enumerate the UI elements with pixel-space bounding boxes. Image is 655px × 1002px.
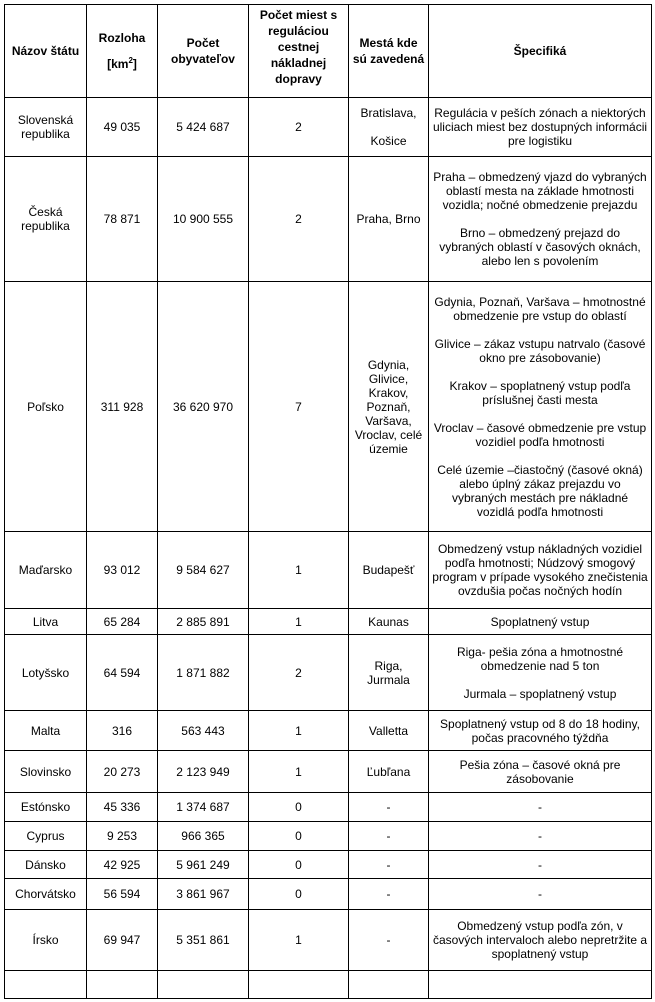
cell-area: 316 — [87, 711, 158, 751]
cell-cities — [349, 879, 429, 910]
cell-regulated-count: 7 — [249, 282, 349, 532]
cell-specifics — [429, 98, 652, 157]
cell-cities — [349, 635, 429, 711]
cell-area: 64 594 — [87, 635, 158, 711]
cell-specifics — [429, 751, 652, 793]
cell-specifics — [429, 910, 652, 971]
city-text: Praha, Brno — [356, 212, 421, 226]
header-area-unit: $[km^2]$ — [107, 56, 137, 71]
cell-regulated-count: 1 — [249, 751, 349, 793]
cell-regulated-count: 2 — [249, 98, 349, 157]
table-row — [5, 532, 652, 609]
specifics-paragraph: Vroclav – časové obmedzenie pre vstup vozidiel podľa hmotnosti — [433, 420, 647, 449]
cell-population: 563 443 — [158, 711, 249, 751]
cell-population: 10 900 555 — [158, 157, 249, 282]
cell-specifics — [429, 157, 652, 282]
table-row — [5, 971, 652, 999]
cell-cities — [349, 609, 429, 635]
table-row — [5, 751, 652, 793]
cell-specifics — [429, 711, 652, 751]
header-country: Názov štátu — [5, 5, 87, 98]
table-row — [5, 157, 652, 282]
city-text: Bratislava, — [360, 106, 417, 120]
city-text: - — [386, 887, 391, 901]
cell-area: 311 928 — [87, 282, 158, 532]
cell-country: Chorvátsko — [5, 879, 87, 910]
cell-area: 65 284 — [87, 609, 158, 635]
cell-population: 2 123 949 — [158, 751, 249, 793]
cell-cities — [349, 751, 429, 793]
cell-specifics — [429, 971, 652, 999]
cell-specifics — [429, 609, 652, 635]
city-text: - — [386, 857, 391, 872]
specifics-paragraph: Spoplatnený vstup od 8 do 18 hodiny, počas pracovného týždňa — [440, 716, 640, 745]
cell-country: Estónsko — [5, 793, 87, 822]
header-area-label: Rozloha — [98, 31, 146, 45]
cell-regulated-count: 0 — [249, 879, 349, 910]
cell-population: 3 861 967 — [158, 879, 249, 910]
cell-population: 1 871 882 — [158, 635, 249, 711]
table-row — [5, 851, 652, 879]
specifics-paragraph: - — [538, 829, 542, 843]
cell-regulated-count: 1 — [249, 532, 349, 609]
cell-regulated-count — [249, 971, 349, 999]
cell-country: Litva — [5, 609, 87, 635]
cell-regulated-count: 2 — [249, 635, 349, 711]
cell-population: 1 374 687 — [158, 793, 249, 822]
specifics-paragraph: Obmedzený vstup nákladných vozidiel podľa hmotnosti; Núdzový smogový program v prípade vysokého znečistenia ovzdušia počas nočných hodín — [432, 542, 648, 598]
city-text: - — [386, 800, 391, 814]
cell-area: 42 925 — [87, 851, 158, 879]
cell-population: 2 885 891 — [158, 609, 249, 635]
cell-cities — [349, 851, 429, 879]
cell-regulated-count: 0 — [249, 851, 349, 879]
cell-area: 93 012 — [87, 532, 158, 609]
table-row — [5, 793, 652, 822]
cell-area — [87, 971, 158, 999]
specifics-paragraph: Jurmala – spoplatnený vstup — [463, 686, 617, 701]
cell-specifics — [429, 635, 652, 711]
cell-cities — [349, 532, 429, 609]
city-text: Košice — [370, 134, 407, 148]
cell-cities — [349, 98, 429, 157]
cell-regulated-count: 0 — [249, 793, 349, 822]
cell-cities — [349, 711, 429, 751]
cell-cities — [349, 282, 429, 532]
cell-country: Slovinsko — [5, 751, 87, 793]
cell-country: Dánsko — [5, 851, 87, 879]
cell-cities — [349, 910, 429, 971]
cell-cities — [349, 822, 429, 851]
table-row — [5, 282, 652, 532]
specifics-paragraph: - — [538, 887, 542, 901]
specifics-paragraph: Obmedzený vstup podľa zón, v časových intervaloch alebo nepretržite a spoplatnený vstup — [432, 919, 648, 961]
cell-specifics — [429, 822, 652, 851]
cell-country: Slovenská republika — [5, 98, 87, 157]
city-text: - — [386, 933, 391, 947]
cell-area: 78 871 — [87, 157, 158, 282]
cell-regulated-count: 1 — [249, 910, 349, 971]
city-text: Riga, Jurmala — [367, 658, 410, 687]
specifics-paragraph: - — [538, 857, 542, 872]
specifics-paragraph: Brno – obmedzený prejazd do vybraných oblastí v časových oknách, alebo len s povolením — [439, 226, 641, 268]
specifics-paragraph: Spoplatnený vstup — [490, 614, 590, 629]
cell-area: 49 035 — [87, 98, 158, 157]
city-text: Budapešť — [362, 563, 415, 577]
specifics-paragraph: Regulácia v peších zónach a niektorých uliciach miest bez dostupných informácii pre logistiku — [432, 106, 648, 148]
cell-area: 20 273 — [87, 751, 158, 793]
cell-regulated-count: 1 — [249, 609, 349, 635]
cell-area: 45 336 — [87, 793, 158, 822]
cell-area: 56 594 — [87, 879, 158, 910]
city-text: - — [386, 829, 391, 843]
specifics-paragraph: Krakov – spoplatnený vstup podľa príslušnej časti mesta — [449, 378, 631, 407]
cell-population: 5 961 249 — [158, 851, 249, 879]
cell-specifics — [429, 532, 652, 609]
cell-specifics — [429, 282, 652, 532]
table-row — [5, 822, 652, 851]
cell-country: Malta — [5, 711, 87, 751]
cell-specifics — [429, 851, 652, 879]
city-text: Valletta — [368, 723, 409, 738]
cell-area: 69 947 — [87, 910, 158, 971]
table-row — [5, 879, 652, 910]
specifics-paragraph: Riga- pešia zóna a hmotnostné obmedzenie nad 5 ton — [456, 644, 624, 673]
cell-population — [158, 971, 249, 999]
cell-regulated-count: 2 — [249, 157, 349, 282]
cell-country: Írsko — [5, 910, 87, 971]
cell-country — [5, 971, 87, 999]
cell-country: Maďarsko — [5, 532, 87, 609]
table-row — [5, 609, 652, 635]
city-text: Gdynia, Glivice, Krakov, Poznaň, Varšava, Vroclav, celé územie — [354, 357, 423, 456]
cell-cities — [349, 793, 429, 822]
cell-population: 5 424 687 — [158, 98, 249, 157]
city-text: Kaunas — [368, 614, 409, 629]
cell-country: Česká republika — [5, 157, 87, 282]
table-row — [5, 98, 652, 157]
header-row — [5, 5, 652, 98]
cell-specifics — [429, 879, 652, 910]
cell-cities — [349, 157, 429, 282]
header-area — [87, 5, 158, 98]
regulation-table — [4, 4, 652, 999]
cell-country: Lotyšsko — [5, 635, 87, 711]
header-regulated-count: Počet miest s reguláciou cestnej nákladnej dopravy — [249, 5, 349, 98]
cell-population: 966 365 — [158, 822, 249, 851]
specifics-paragraph: Pešia zóna – časové okná pre zásobovanie — [459, 757, 621, 786]
table-row — [5, 910, 652, 971]
table-row — [5, 711, 652, 751]
specifics-paragraph: Gdynia, Poznaň, Varšava – hmotnostné obmedzenie pre vstup do oblastí — [434, 294, 646, 323]
cell-population: 36 620 970 — [158, 282, 249, 532]
table-row — [5, 635, 652, 711]
specifics-paragraph: Celé územie –čiastočný (časové okná) alebo úplný zákaz prejazdu vo vybraných mestách pre nákladné vozidlá podľa hmotnosti — [437, 462, 643, 519]
header-specifics: Špecifiká — [429, 5, 652, 98]
cell-population: 5 351 861 — [158, 910, 249, 971]
cell-population: 9 584 627 — [158, 532, 249, 609]
cell-cities — [349, 971, 429, 999]
specifics-paragraph: Praha – obmedzený vjazd do vybraných oblastí mesta na základe hmotnosti vozidla; nočné obmedzenie prejazdu — [433, 170, 647, 212]
cell-country: Poľsko — [5, 282, 87, 532]
cell-country: Cyprus — [5, 822, 87, 851]
specifics-paragraph: Glivice – zákaz vstupu natrvalo (časové okno pre zásobovanie) — [434, 336, 646, 365]
cell-area: 9 253 — [87, 822, 158, 851]
header-population: Počet obyvateľov — [158, 5, 249, 98]
header-cities: Mestá kde sú zavedená — [349, 5, 429, 98]
city-text: Ľubľana — [366, 764, 411, 779]
cell-regulated-count: 1 — [249, 711, 349, 751]
cell-regulated-count: 0 — [249, 822, 349, 851]
cell-specifics — [429, 793, 652, 822]
specifics-paragraph: - — [538, 800, 542, 814]
